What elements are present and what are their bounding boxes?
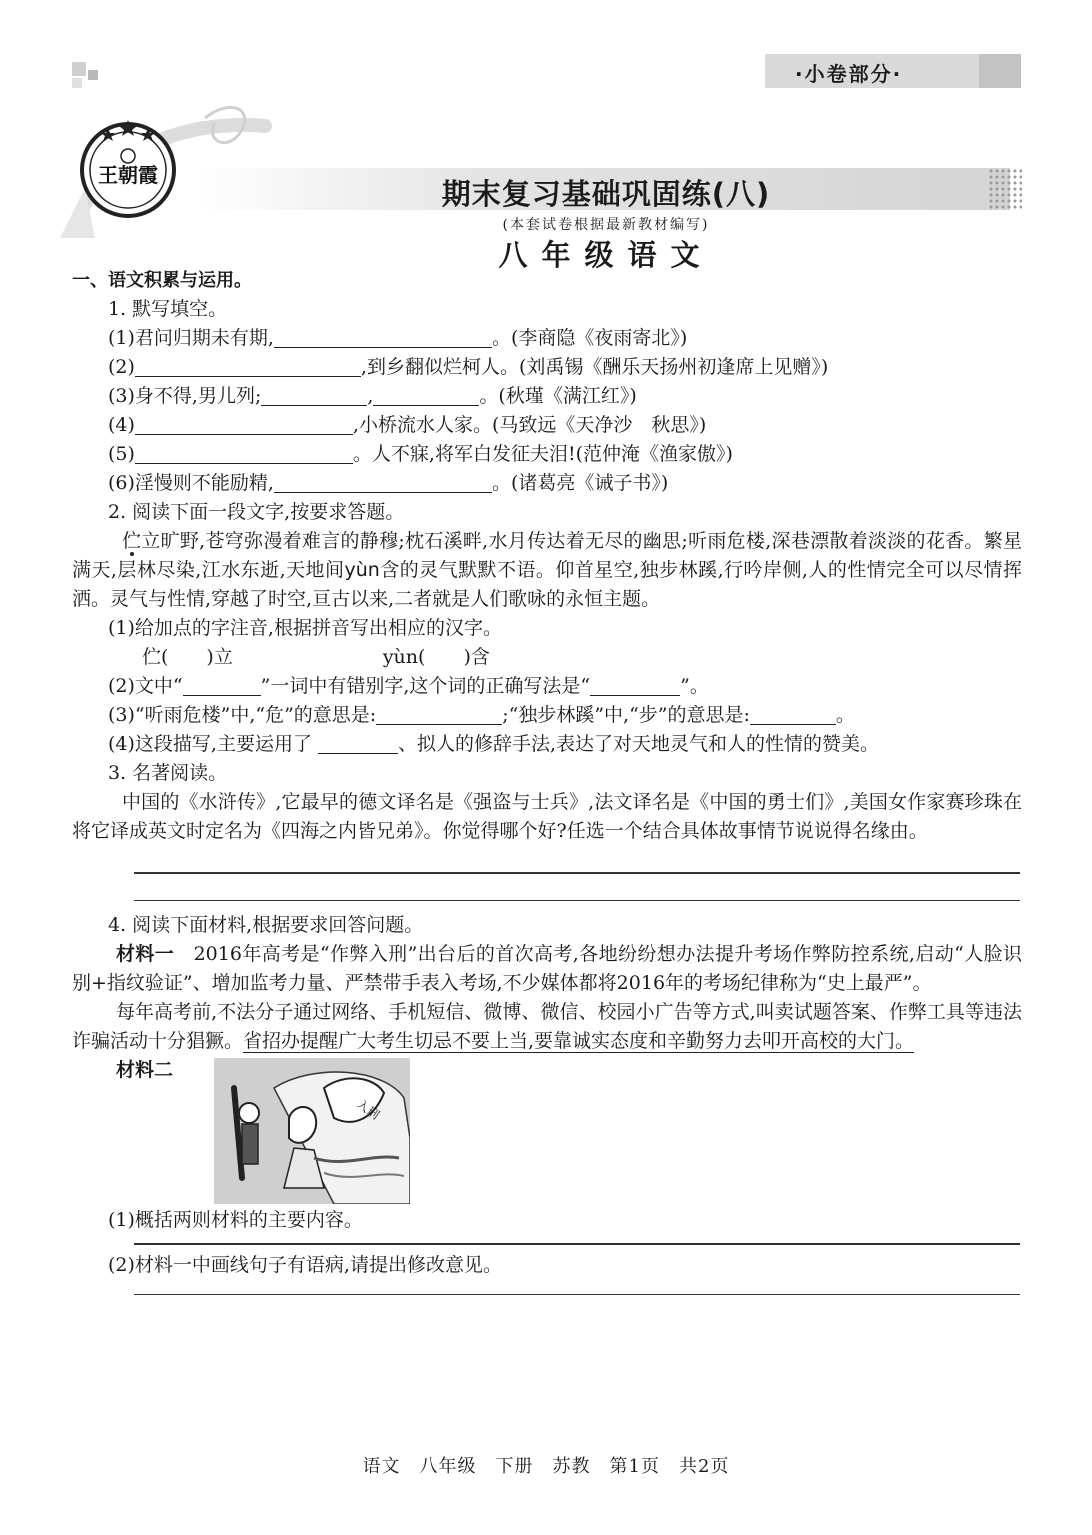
answer-blank[interactable] (135, 355, 361, 377)
cartoon-caption: 入刑 (354, 1096, 382, 1123)
q4-sub2: (2)材料一中画线句子有语病,请提出修改意见。 (108, 1253, 502, 1276)
question-2-title: 2. 阅读下面一段文字,按要求答题。 (108, 501, 405, 523)
answer-blank[interactable] (373, 384, 479, 406)
logo-text: 王朝霞 (98, 163, 158, 187)
answer-blank[interactable] (318, 732, 398, 754)
q2-sub2: (2)文中“ ”一词中有错别字,这个词的正确写法是“ ”。 (108, 675, 709, 697)
q2-sub4: (4)这段描写,主要运用了 、拟人的修辞手法,表达了对天地灵气和人的性情的赞美。 (108, 733, 880, 755)
question-3-title: 3. 名著阅读。 (108, 762, 228, 784)
answer-blank[interactable] (376, 703, 502, 725)
pinyin-yun: yùn (344, 559, 380, 581)
exam-content (72, 266, 1022, 1295)
reading-passage: 伫立旷野,苍穹弥漫着难言的静穆;枕石溪畔,水月传达着无尽的幽思;听雨危楼,深巷漂散着淡淡的花香。繁星满天,层林尽染,江水东逝,天地间yùn含的灵气默默不语。仰首星空,独步林蹊,行吟岸侧,人的性情完全可以尽情挥洒。灵气与性情,穿越了时空,亘古以来,二者就是人们歌咏的永恒主题。 (72, 530, 1022, 610)
q2-sub3: (3)“听雨危楼”中,“危”的意思是: ;“独步林蹊”中,“步”的意思是: 。 (108, 704, 855, 726)
fill-item-3: (3)身不得,男儿列; , 。(秋瑾《满江红》) (108, 385, 637, 407)
answer-blank[interactable] (183, 674, 261, 696)
corner-square-decoration (72, 62, 86, 76)
grade-subject: 八年级语文 (498, 238, 714, 272)
answer-blank[interactable] (274, 471, 492, 493)
answer-blank[interactable] (261, 384, 367, 406)
tag-label: ·小卷部分· (795, 62, 903, 86)
q2-sub1: (1)给加点的字注音,根据拼音写出相应的汉字。 (108, 617, 502, 639)
material-2-label: 材料二 (116, 1059, 174, 1081)
fill-item-5: (5) 。人不寐,将军白发征夫泪!(范仲淹《渔家傲》) (108, 443, 733, 465)
underlined-sentence: 省招办提醒广大考生切忌不要上当,要靠诚实态度和辛勤努力去叩开高校的大门。 (243, 1030, 915, 1052)
dotted-char: 伫 (122, 530, 142, 552)
material-1-para-2: 每年高考前,不法分子通过网络、手机短信、微博、微信、校园小广告等方式,叫卖试题答案、作弊工具等违法诈骗活动十分猖獗。省招办提醒广大考生切忌不要上当,要靠诚实态度和辛勤努力去叩开高校的大门。 (72, 1001, 1022, 1052)
page-title: 期末复习基础巩固练(八) (441, 177, 771, 211)
answer-blank[interactable] (135, 442, 353, 464)
fill-item-6: (6)淫慢则不能励精, 。(诸葛亮《诫子书》) (108, 472, 669, 494)
question-1-title: 1. 默写填空。 (108, 298, 228, 320)
answer-line[interactable] (134, 1294, 1020, 1296)
q4-sub1: (1)概括两则材料的主要内容。 (108, 1209, 363, 1231)
answer-blank[interactable] (274, 326, 492, 348)
question-4-title: 4. 阅读下面材料,根据要求回答问题。 (108, 914, 424, 936)
page-subtitle: (本套试卷根据最新教材编写) (502, 217, 710, 233)
page-footer: 语文 八年级 下册 苏教 第1页 共2页 (362, 1456, 730, 1477)
answer-blank[interactable] (750, 703, 836, 725)
answer-blank[interactable] (135, 413, 353, 435)
fill-item-4: (4) ,小桥流水人家。(马致远《天净沙 秋思》) (108, 414, 707, 436)
character-answer[interactable]: yùn( )含 (382, 646, 490, 668)
section-tag (765, 54, 1021, 88)
q3-passage: 中国的《水浒传》,它最早的德文译名是《强盗与士兵》,法文译名是《中国的勇士们》,美国女作家赛珍珠在将它译成英文时定名为《四海之内皆兄弟》。你觉得哪个好?任选一个结合具体故事情节说说得名缘由。 (72, 791, 1022, 842)
answer-blank[interactable] (590, 674, 680, 696)
section-heading: 一、语文积累与运用。 (72, 270, 252, 291)
material-1: 材料一 2016年高考是“作弊入刑”出台后的首次高考,各地纷纷想办法提升考场作弊防控系统,启动“人脸识别+指纹验证”、增加监考力量、严禁带手表入考场,不少媒体都将2016年的考场纪律称为“史上最严”。 (72, 943, 1022, 994)
phonetic-answer[interactable]: 伫( )立 (142, 646, 233, 668)
fill-item-2: (2) ,到乡翻似烂柯人。(刘禹锡《酬乐天扬州初逢席上见赠》) (108, 356, 829, 378)
corner-square-decoration (88, 70, 98, 80)
cartoon-illustration (214, 1058, 410, 1204)
material-1-label: 材料一 (116, 943, 175, 965)
material-2-row (72, 1056, 1022, 1206)
corner-square-decoration (72, 78, 82, 88)
tag-accent (979, 54, 1021, 88)
q2-sub1-answers (72, 643, 1022, 672)
fill-item-1: (1)君问归期未有期, 。(李商隐《夜雨寄北》) (108, 327, 688, 349)
